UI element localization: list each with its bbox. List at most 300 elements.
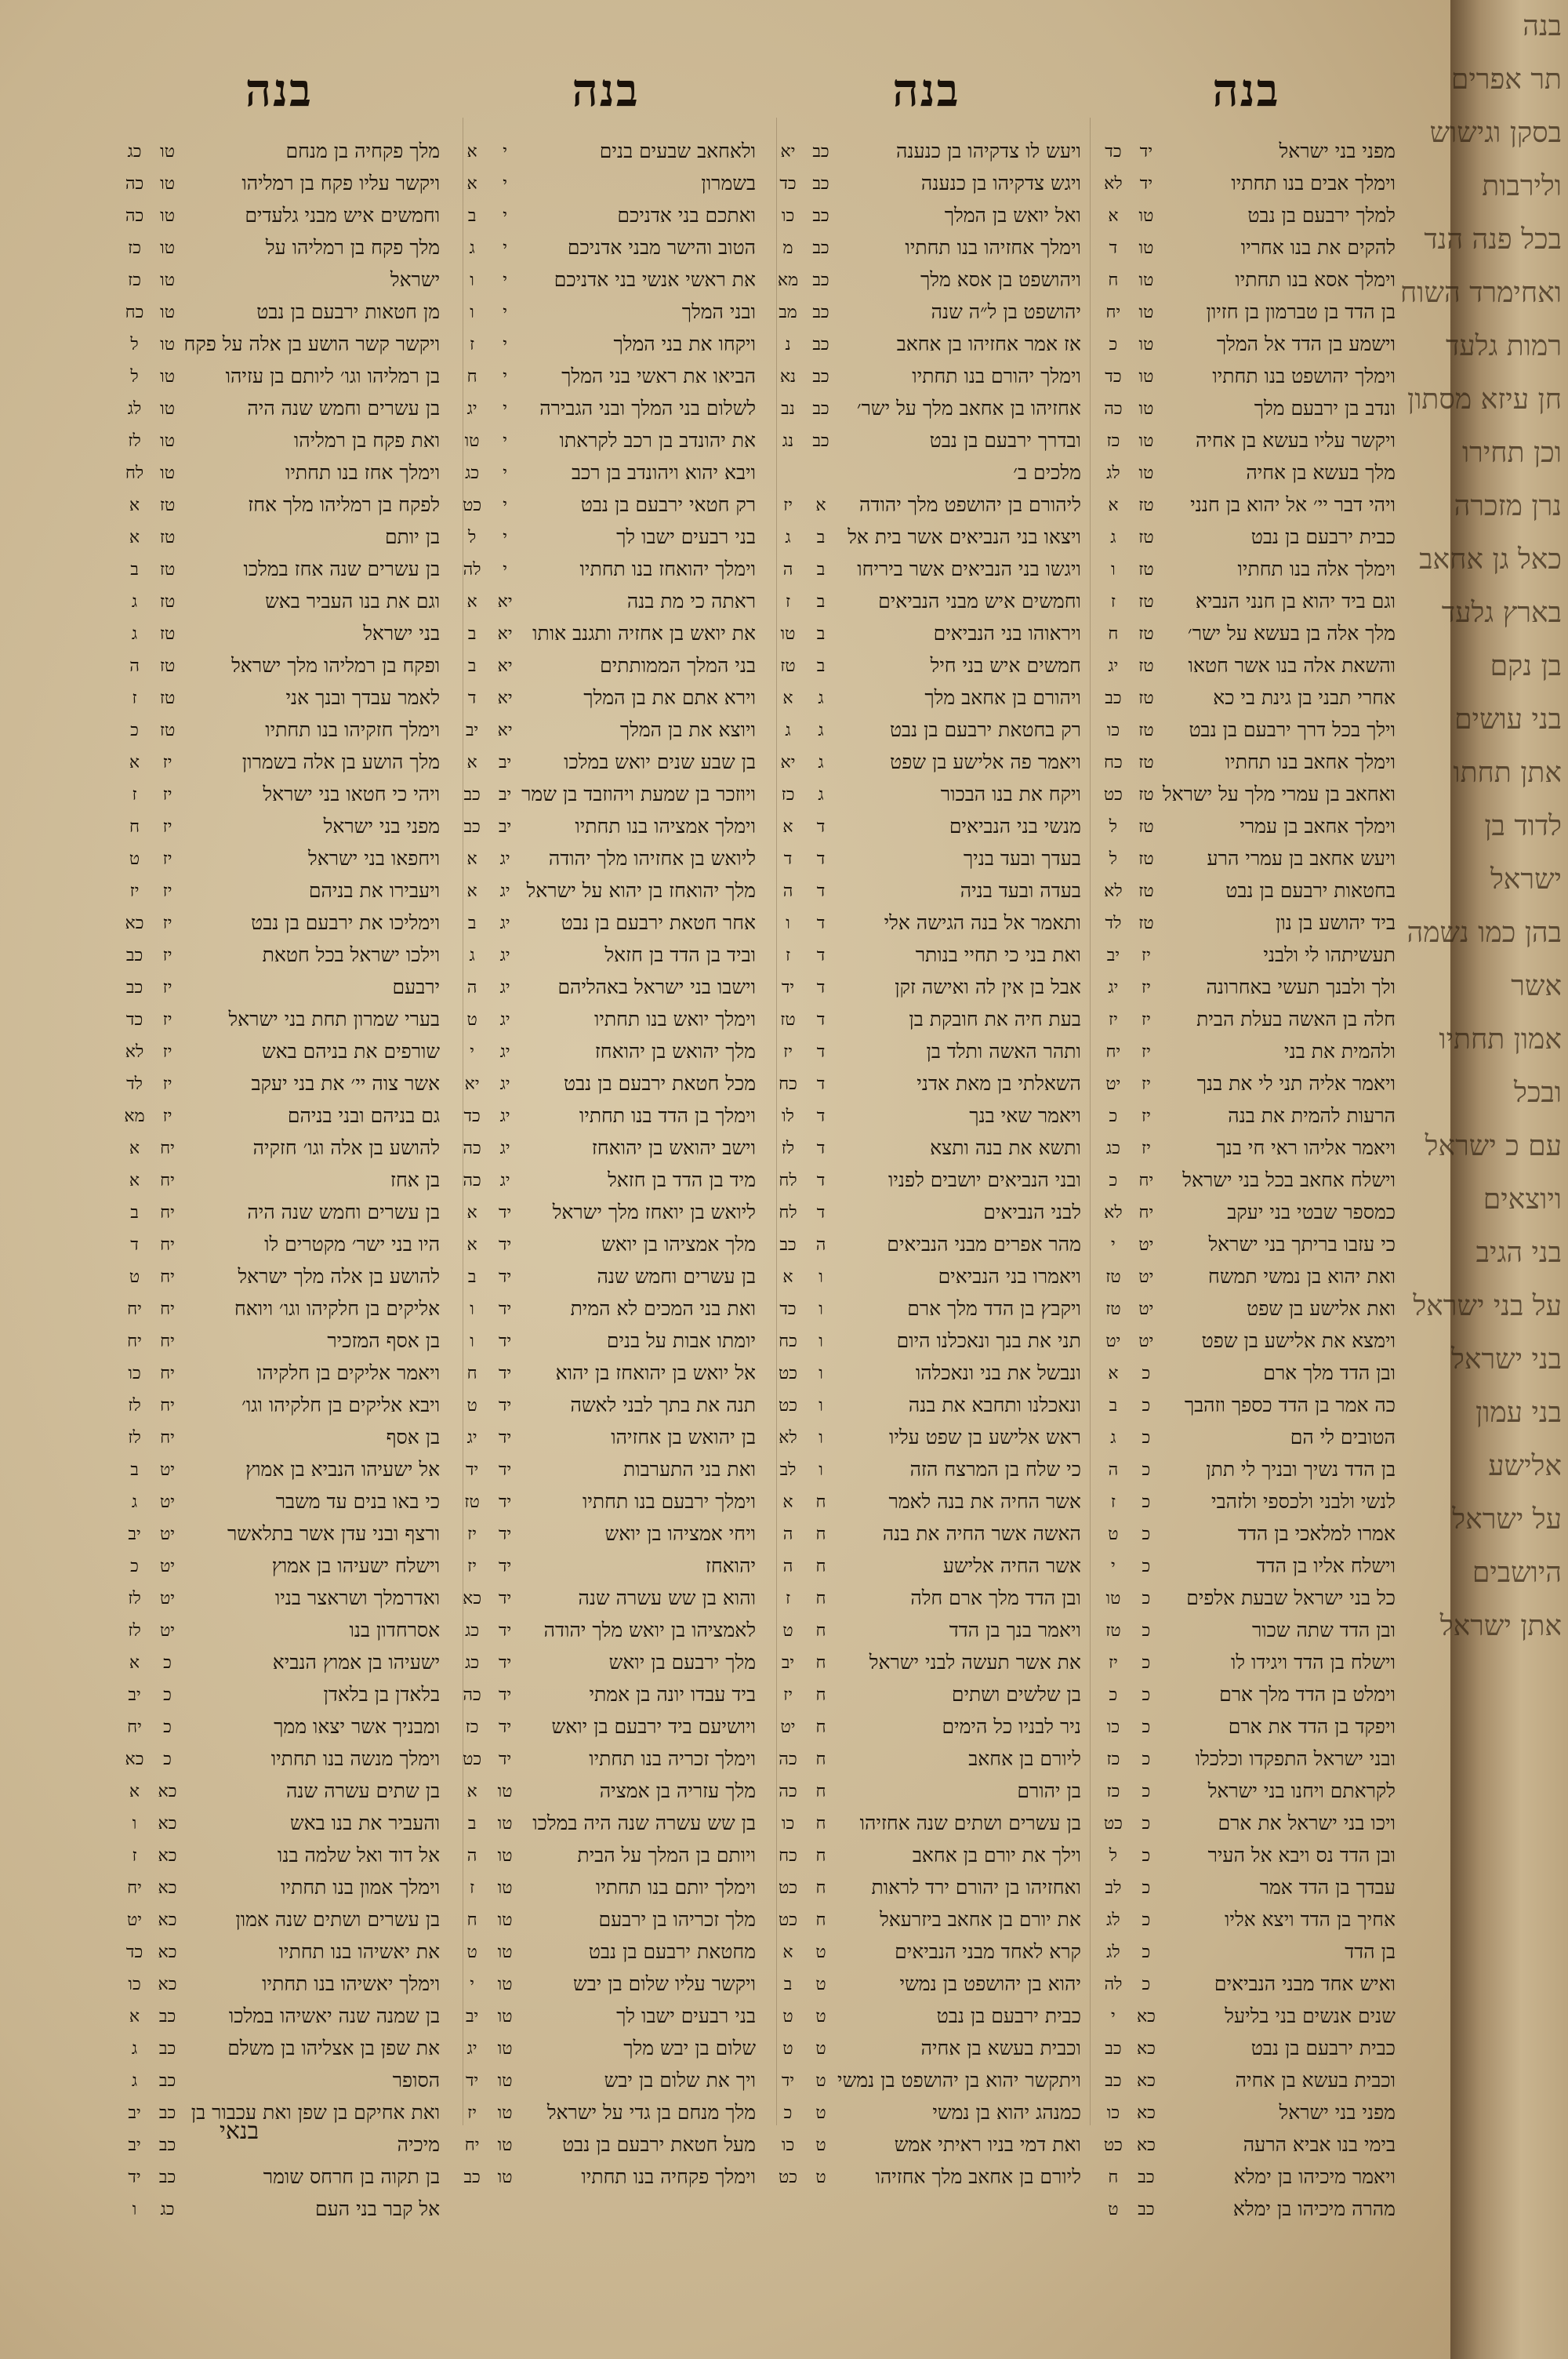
entry-text: שלום בן יבש מלך	[623, 2036, 757, 2059]
entry-verse: ד	[467, 688, 477, 708]
entry-chapter: כא	[158, 1845, 177, 1866]
concordance-entry	[456, 1228, 756, 1260]
entry-chapter: ט	[815, 1974, 826, 1994]
entry-chapter: ו	[818, 1427, 823, 1448]
entry-text: כל בני ישראל שבעת אלפים	[1186, 1586, 1396, 1609]
entry-text: ויהי כי חטאו בני ישראל	[263, 782, 441, 805]
entry-text: והעביר את בנו באש	[289, 1811, 441, 1834]
entry-verse: טז	[780, 1009, 796, 1030]
entry-text: ולאחאב שבעים בנים	[599, 139, 757, 162]
entry-chapter: יח	[160, 1427, 175, 1448]
concordance-entry	[456, 1710, 756, 1743]
entry-chapter: יד	[498, 1234, 512, 1255]
concordance-columns	[124, 63, 1396, 2220]
concordance-entry	[456, 1357, 756, 1389]
entry-chapter: כ	[1142, 1717, 1151, 1737]
entry-chapter: יג	[499, 881, 510, 901]
entry-verse: א	[129, 752, 140, 772]
concordance-entry	[1097, 489, 1396, 521]
entry-chapter: י	[503, 173, 508, 194]
entry-text: לאמר עבדך ובנך אני	[285, 685, 441, 709]
entry-verse: טו	[464, 431, 480, 451]
entry-chapter: טו	[1138, 431, 1154, 451]
entry-verse: יב	[465, 2006, 479, 2026]
entry-chapter: א	[815, 495, 826, 515]
entry-chapter: יד	[498, 1717, 512, 1737]
entry-verse: לז	[128, 1427, 141, 1448]
entry-chapter: כ	[163, 1685, 172, 1705]
entry-verse: נ	[785, 334, 791, 354]
entry-verse: כב	[779, 1234, 797, 1255]
entry-text: כי באו בנים עד משבר	[275, 1489, 441, 1513]
entry-text: בן הדד נשיך ובניך לי תתן	[1206, 1457, 1396, 1481]
entry-text: אחזיהו בן אחאב מלך על ישר׳	[856, 396, 1081, 420]
entry-verse: כג	[465, 1652, 480, 1673]
concordance-entry	[456, 1100, 756, 1132]
entry-chapter: ד	[816, 1170, 826, 1190]
entry-verse: ג	[785, 720, 791, 740]
entry-verse: כו	[1106, 720, 1120, 740]
concordance-entry	[456, 1903, 756, 1936]
concordance-entry	[771, 2096, 1081, 2128]
concordance-entry	[456, 2161, 756, 2193]
concordance-entry	[118, 649, 441, 682]
entry-text: תעשיתהו לי ולבני	[1263, 943, 1396, 966]
entry-verse: יג	[466, 398, 477, 419]
entry-text: את אשר תעשה לבני ישראל	[869, 1650, 1081, 1674]
edge-text-line: אתן ישראל	[1439, 1610, 1562, 1642]
concordance-entry	[1097, 424, 1396, 456]
entry-chapter: יד	[498, 1749, 512, 1769]
entry-verse: ט	[129, 1267, 140, 1287]
concordance-entry	[456, 874, 756, 907]
entry-chapter: יט	[160, 1588, 176, 1608]
entry-text: ויאמר אליקים בן חלקיהו	[256, 1361, 441, 1384]
entry-verse: לא	[779, 1427, 797, 1448]
entry-chapter: יח	[160, 1395, 175, 1416]
entry-chapter: ח	[815, 1781, 826, 1801]
entry-chapter: ד	[816, 1074, 826, 1094]
entry-verse: כ	[130, 1556, 139, 1576]
entry-text: אשר החיה את בנה לאמר	[888, 1489, 1081, 1513]
entry-text: בן שש עשרה שנה היה במלכו	[532, 1811, 757, 1834]
entry-verse: כט	[1103, 2135, 1123, 2155]
entry-verse: ח	[1108, 270, 1119, 290]
concordance-entry	[118, 2064, 441, 2096]
concordance-entry	[1097, 1743, 1396, 1775]
entry-text: השאלתי בן מאת אדני	[916, 1071, 1081, 1095]
entry-chapter: ד	[816, 1106, 826, 1126]
entry-verse: ב	[467, 623, 477, 644]
entry-verse: כט	[463, 495, 482, 515]
entry-verse: לח	[779, 1170, 797, 1190]
concordance-entry	[771, 617, 1081, 649]
edge-text-line: לדוד בן	[1484, 810, 1562, 842]
edge-text-line: אלישע	[1488, 1450, 1562, 1482]
concordance-entry	[456, 939, 756, 971]
entry-verse: נא	[779, 366, 797, 387]
entry-chapter: כ	[1142, 1845, 1151, 1866]
entry-chapter: טו	[497, 1942, 513, 1962]
entry-text: בן הדד	[1345, 1939, 1396, 1963]
entry-verse: ח	[129, 816, 140, 837]
entry-text: לשלום בני המלך ובני הגבירה	[539, 396, 757, 420]
entry-verse: ח	[466, 1910, 477, 1930]
entry-chapter: יז	[1141, 1106, 1151, 1126]
entry-verse: כב	[463, 2167, 481, 2187]
entry-text: מלך פקח בן רמליהו על	[265, 235, 441, 259]
entry-chapter: ד	[816, 945, 826, 965]
concordance-entry	[456, 585, 756, 617]
entry-chapter: ד	[816, 913, 826, 933]
entry-text: ראש אלישע בן שפט עליו	[888, 1425, 1081, 1448]
entry-chapter: י	[503, 431, 508, 451]
concordance-entry	[456, 1936, 756, 1968]
entry-chapter: יא	[497, 688, 513, 708]
entry-verse: יז	[783, 495, 793, 515]
concordance-entry	[456, 392, 756, 424]
entry-text: ובן הדד מלך ארם	[1263, 1361, 1396, 1384]
entry-chapter: ב	[816, 656, 826, 676]
concordance-entry	[771, 1582, 1081, 1614]
entry-text: בן עשרים וחמש שנה היה	[247, 396, 441, 420]
entry-chapter: כב	[812, 270, 829, 290]
concordance-entry	[771, 199, 1081, 231]
entry-text: לנשי ולבני ולכספי ולזהבי	[1211, 1489, 1396, 1513]
concordance-entry	[118, 1839, 441, 1871]
edge-text-line: אתן תחתו	[1453, 757, 1562, 789]
entry-verse: לה	[1104, 1974, 1123, 1994]
concordance-entry	[118, 1807, 441, 1839]
entry-text: בן שבע שנים יואש במלכו	[564, 750, 757, 773]
concordance-entry	[1097, 714, 1396, 746]
entry-text: ויך את שלום בן יבש	[604, 2068, 757, 2092]
entry-text: בן שלשים ושתים	[951, 1682, 1081, 1706]
entry-chapter: יג	[499, 945, 510, 965]
concordance-entry	[1097, 199, 1396, 231]
concordance-entry	[1097, 1067, 1396, 1100]
concordance-entry	[456, 778, 756, 810]
entry-verse: נג	[782, 431, 794, 451]
concordance-entry	[456, 842, 756, 874]
entry-verse: כד	[779, 173, 797, 194]
entry-text: עבדך בן הדד אמר	[1259, 1875, 1396, 1899]
entry-text: רק חטאי ירבעם בן נבט	[580, 493, 757, 516]
entry-text: וימלך יהואחז בנו תחתיו	[579, 557, 757, 580]
concordance-entry	[456, 1518, 756, 1550]
entry-chapter: טו	[160, 431, 175, 451]
entry-verse: לא	[125, 1041, 144, 1062]
entry-chapter: יד	[498, 1620, 512, 1641]
entry-text: ויקשר עליו שלום בן יבש	[573, 1972, 757, 1995]
concordance-entry	[771, 778, 1081, 810]
concordance-entry	[771, 1936, 1081, 1968]
entry-chapter: טו	[160, 238, 175, 258]
entry-text: ותאמר אל בנה הגישה אלי	[884, 911, 1081, 934]
entry-chapter: כב	[812, 334, 829, 354]
entry-chapter: יט	[160, 1492, 176, 1512]
concordance-entry	[771, 1325, 1081, 1357]
concordance-entry	[118, 1518, 441, 1550]
entry-text: וימלך בן הדד בנו תחתיו	[579, 1103, 757, 1127]
concordance-entry	[1097, 1164, 1396, 1196]
concordance-entry	[771, 1228, 1081, 1260]
entry-text: ויחפאו בני ישראל	[308, 846, 441, 870]
entry-text: מפני בני ישראל	[323, 814, 441, 838]
column-2	[771, 63, 1081, 2196]
entry-chapter: כא	[1136, 2038, 1156, 2059]
entry-verse: ז	[470, 334, 475, 354]
entry-chapter: יח	[160, 1299, 175, 1319]
entry-chapter: יג	[499, 1170, 510, 1190]
entry-text: ואת בני התערבות	[622, 1457, 757, 1481]
entry-text: בערי שמרון תחת בני ישראל	[228, 1007, 441, 1030]
entry-verse: ל	[1109, 816, 1118, 837]
entry-text: ליורם בן אחאב	[968, 1747, 1081, 1770]
entry-chapter: ה	[815, 1234, 826, 1255]
edge-text-line: על ישראל	[1452, 1503, 1562, 1536]
entry-verse: לז	[128, 431, 141, 451]
entry-chapter: כב	[812, 141, 829, 162]
entry-text: ויגש צדקיהו בן כנענה	[920, 171, 1081, 194]
concordance-entry	[118, 907, 441, 939]
concordance-entry	[456, 1839, 756, 1871]
entry-chapter: יד	[498, 1524, 512, 1544]
entry-chapter: יח	[160, 1267, 175, 1287]
entry-verse: כד	[1105, 141, 1122, 162]
entry-text: את יהונדב בן רכב לקראתו	[559, 428, 757, 452]
entry-text: כי שלח בן המרצח הזה	[909, 1457, 1081, 1481]
entry-chapter: ח	[815, 1524, 826, 1544]
concordance-entry	[456, 521, 756, 553]
entry-chapter: ט	[815, 2167, 826, 2187]
entry-chapter: ב	[816, 591, 826, 612]
entry-chapter: כ	[1142, 1492, 1151, 1512]
entry-verse: מא	[777, 270, 799, 290]
entry-text: את שפן בן אצליהו בן משלם	[227, 2036, 441, 2059]
concordance-entry	[118, 1582, 441, 1614]
entry-text: וימצא את אלישע בן שפט	[1201, 1329, 1396, 1352]
entry-verse: ז	[785, 945, 791, 965]
entry-chapter: טז	[1138, 720, 1154, 740]
concordance-entry	[118, 1775, 441, 1807]
entry-verse: יד	[781, 977, 795, 998]
entry-chapter: יט	[160, 1556, 176, 1576]
entry-text: וישבו בני ישראל באהליהם	[557, 975, 757, 998]
entry-chapter: כ	[1142, 1749, 1151, 1769]
concordance-entry	[118, 1485, 441, 1518]
entry-text: וימלך אסא בנו תחתיו	[1235, 267, 1396, 291]
entry-chapter: ח	[815, 1749, 826, 1769]
entry-verse: כז	[781, 784, 795, 805]
entry-chapter: יט	[1138, 1234, 1154, 1255]
edge-text-line: היושבים	[1472, 1557, 1562, 1589]
entry-chapter: יג	[499, 977, 510, 998]
entry-text: ובדרך ירבעם בן נבט	[929, 428, 1081, 452]
entry-verse: ה	[782, 559, 793, 580]
entry-text: את יורם בן אחאב ביזרעאל	[880, 1907, 1081, 1931]
column-3	[456, 63, 756, 2196]
concordance-entry	[118, 1100, 441, 1132]
entry-chapter: טו	[1138, 463, 1154, 483]
entry-text: ולך ולבנך תעשי באחרונה	[1206, 975, 1396, 998]
concordance-entry	[1097, 1775, 1396, 1807]
entry-verse: ג	[1110, 1427, 1116, 1448]
entry-chapter: יז	[1141, 1041, 1151, 1062]
concordance-entry	[1097, 2032, 1396, 2064]
entry-verse: כז	[128, 238, 141, 258]
entry-verse: כט	[778, 1363, 798, 1383]
entry-chapter: טז	[1138, 881, 1154, 901]
entry-chapter: יא	[497, 720, 513, 740]
entry-verse: יח	[1105, 302, 1121, 322]
concordance-entry	[1097, 2096, 1396, 2128]
entry-chapter: יח	[160, 1202, 175, 1223]
concordance-entry	[771, 1485, 1081, 1518]
concordance-entry	[771, 1164, 1081, 1196]
entry-text: מהרה מיכיהו בן ימלא	[1232, 2197, 1396, 2220]
entry-chapter: י	[503, 302, 508, 322]
entry-chapter: יד	[498, 1685, 512, 1705]
entry-text: מלך עזריה בן אמציה	[599, 1779, 757, 1802]
entry-text: מן חטאות ירבעם בן נבט	[256, 300, 441, 323]
entry-verse: ל	[467, 527, 477, 547]
concordance-entry	[771, 264, 1081, 296]
column-heading: בנה	[245, 64, 313, 117]
entry-text: בני המלך הממותתים	[600, 653, 757, 677]
entry-text: ביד יהושע בן נון	[1276, 911, 1396, 934]
entry-chapter: טו	[160, 366, 175, 387]
entry-chapter: טו	[160, 334, 175, 354]
entry-verse: יב	[781, 1652, 795, 1673]
edge-text-line: ישראל	[1490, 863, 1562, 896]
concordance-entry	[456, 714, 756, 746]
entry-chapter: טו	[160, 141, 175, 162]
entry-chapter: טו	[497, 1781, 513, 1801]
column-heading: בנה	[1212, 64, 1280, 117]
concordance-entry	[456, 1325, 756, 1357]
entry-text: מלך זכריהו בן ירבעם	[598, 1907, 757, 1931]
entry-chapter: יג	[499, 913, 510, 933]
entry-chapter: ב	[816, 527, 826, 547]
entry-text: אחרי תבני בן גינת בי כא	[1213, 685, 1396, 709]
entry-text: מלך מנחם בן גדי על ישראל	[546, 2100, 757, 2124]
entry-verse: יב	[128, 2135, 141, 2155]
entry-text: וימלך יותם בנו תחתיו	[595, 1875, 757, 1899]
entry-verse: כב	[463, 816, 481, 837]
entry-verse: ז	[470, 1877, 475, 1898]
concordance-entry	[118, 456, 441, 489]
entry-text: בן אסף המזכיר	[327, 1329, 441, 1352]
concordance-entry	[771, 746, 1081, 778]
entry-text: ואחזיהו בן יהורם ירד לראות	[871, 1875, 1081, 1899]
entry-chapter: כג	[160, 2199, 175, 2219]
concordance-entry	[1097, 1035, 1396, 1067]
entry-chapter: יד	[1139, 141, 1153, 162]
concordance-entry	[1097, 521, 1396, 553]
concordance-entry	[456, 1775, 756, 1807]
entry-text: היו בני ישר׳ מקטרים לו	[264, 1232, 441, 1256]
entry-text: ולהמית את בני	[1284, 1039, 1396, 1063]
entry-chapter: טז	[1138, 656, 1154, 676]
concordance-entry	[1097, 2161, 1396, 2193]
entry-verse: לג	[127, 398, 142, 419]
entry-text: וילך בכל דרך ירבעם בן נבט	[1189, 718, 1396, 741]
entry-text: ליהורם בן יהושפט מלך יהודה	[859, 493, 1081, 516]
entry-chapter: ח	[815, 1910, 826, 1930]
entry-text: וישמע בן הדד אל המלך	[1216, 332, 1396, 355]
entry-text: וישלח אחאב בכל בני ישראל	[1182, 1168, 1396, 1191]
entry-text: ויפקד בן הדד את ארם	[1228, 1714, 1396, 1738]
entry-text: לבני הנביאים	[983, 1200, 1081, 1223]
entry-chapter: יז	[162, 1074, 172, 1094]
entry-verse: כד	[1105, 366, 1122, 387]
entry-text: מפני בני ישראל	[1279, 139, 1396, 162]
concordance-entry	[1097, 456, 1396, 489]
entry-text: ואת אלישע בן שפט	[1247, 1296, 1396, 1320]
concordance-entry	[771, 2000, 1081, 2032]
entry-text: שנים אנשים בני בליעל	[1225, 2004, 1396, 2027]
entry-chapter: יד	[498, 1363, 512, 1383]
entry-text: כמנהג יהוא בן נמשי	[932, 2100, 1081, 2124]
entry-verse: א	[466, 173, 477, 194]
entry-chapter: כב	[158, 2070, 176, 2091]
entry-verse: ט	[1108, 1524, 1119, 1544]
entry-chapter: ד	[816, 849, 826, 869]
entry-verse: כב	[1105, 2070, 1122, 2091]
concordance-entry	[1097, 2064, 1396, 2096]
concordance-entry	[771, 231, 1081, 264]
entry-verse: ח	[466, 1363, 477, 1383]
concordance-entry	[118, 1035, 441, 1067]
entry-text: לאמציהו בן יואש מלך יהודה	[543, 1618, 757, 1641]
entry-chapter: י	[503, 463, 508, 483]
entry-verse: יח	[464, 2135, 480, 2155]
entry-verse: ג	[785, 527, 791, 547]
entry-text: אסרחדון בנו	[349, 1618, 441, 1641]
concordance-entry	[771, 971, 1081, 1003]
entry-chapter: טז	[159, 527, 176, 547]
entry-chapter: כב	[812, 431, 829, 451]
entry-verse: ב	[467, 1267, 477, 1287]
entry-chapter: יז	[162, 1106, 172, 1126]
concordance-entry	[1097, 328, 1396, 360]
entry-verse: יא	[780, 752, 796, 772]
entry-chapter: כב	[158, 2006, 176, 2026]
concordance-entry	[118, 1357, 441, 1389]
entry-verse: א	[129, 1781, 140, 1801]
entry-verse: ז	[785, 591, 791, 612]
entry-chapter: טז	[159, 495, 176, 515]
entry-verse: כט	[1103, 784, 1123, 805]
entry-verse: כט	[778, 1395, 798, 1416]
concordance-entry	[771, 1646, 1081, 1678]
entry-text: בן עשרים וחמש שנה היה	[247, 1200, 441, 1223]
entry-text: ליורם בן אחאב מלך אחזיהו	[875, 2165, 1081, 2188]
concordance-entry	[771, 714, 1081, 746]
entry-text: כי עזבו בריתך בני ישראל	[1208, 1232, 1396, 1256]
entry-text: ומבניך אשר יצאו ממך	[274, 1714, 441, 1738]
entry-verse: טו	[1105, 1588, 1121, 1608]
entry-chapter: ו	[818, 1395, 823, 1416]
concordance-entry	[118, 1550, 441, 1582]
entry-chapter: יד	[498, 1556, 512, 1576]
entry-chapter: ט	[815, 1942, 826, 1962]
concordance-entry	[456, 1550, 756, 1582]
entry-verse: לג	[1106, 1942, 1120, 1962]
entry-text: ואתכם בני אדניכם	[617, 203, 757, 227]
entry-verse: ג	[1110, 527, 1116, 547]
